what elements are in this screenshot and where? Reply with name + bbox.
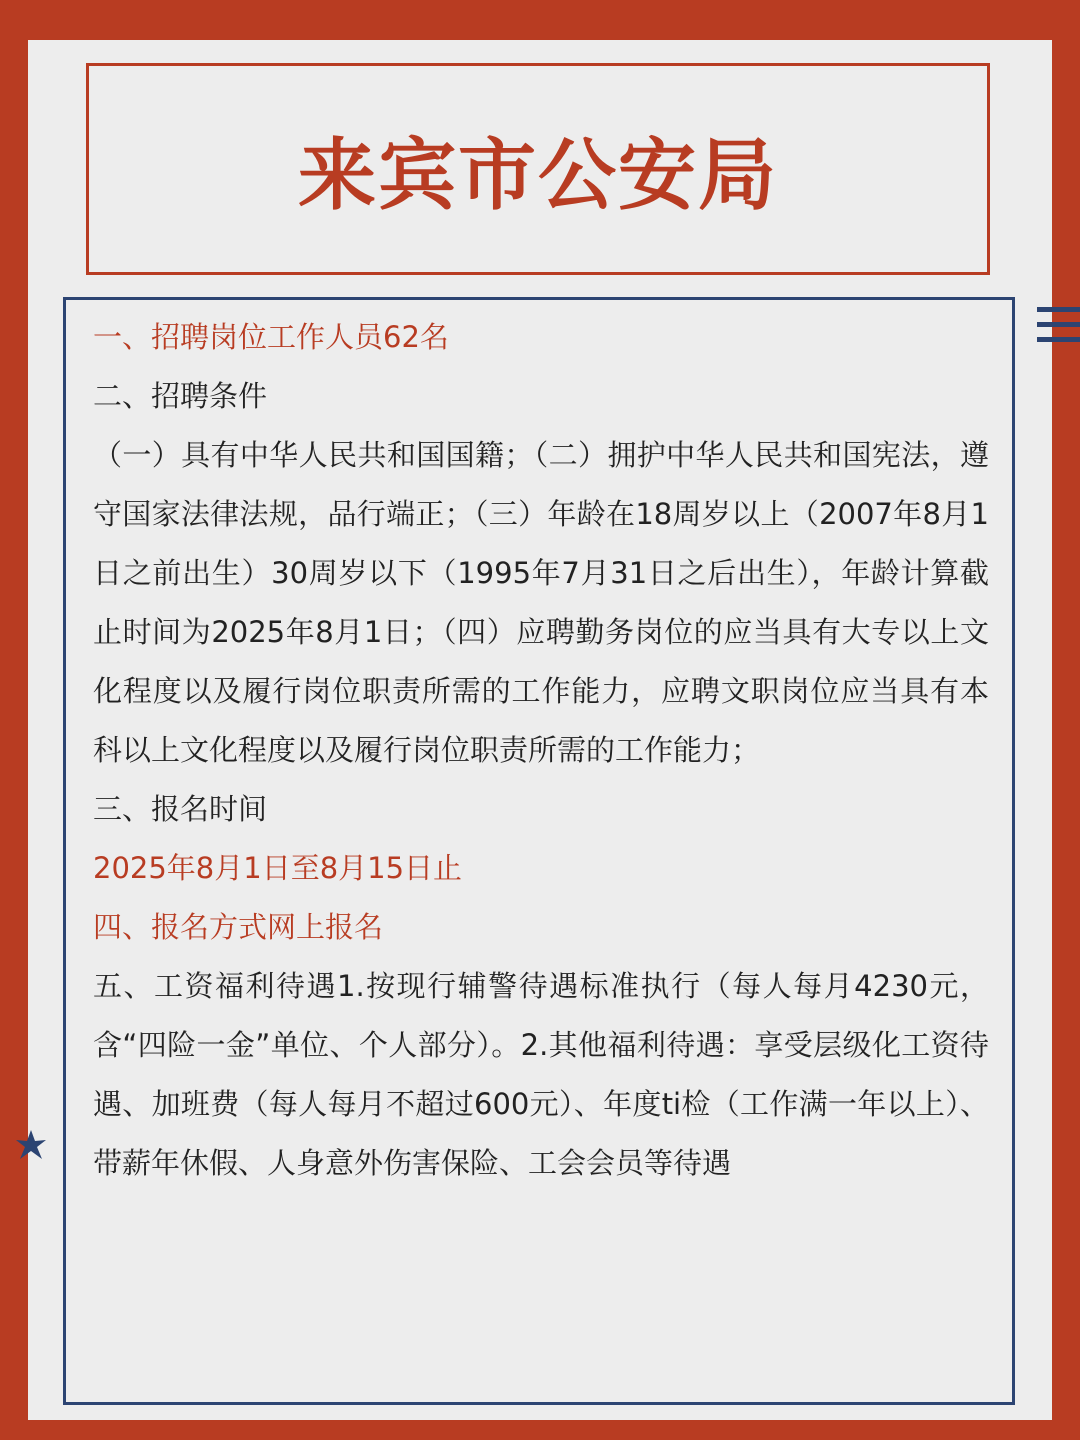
section-benefits-body: 五、工资福利待遇1.按现行辅警待遇标准执行（每人每月4230元，含“四险一金”单位、个人部分）。2.其他福利待遇：享受层级化工资待遇、加班费（每人每月不超过600元）、年度ti检（工作满一年以上）、带薪年休假、人身意外伤害保险、工会会员等待遇 <box>93 969 989 1180</box>
menu-lines-icon <box>1037 307 1080 343</box>
recruitment-content <box>93 308 989 1193</box>
star-icon <box>14 1128 48 1162</box>
section-method: 四、报名方式网上报名 <box>93 910 384 944</box>
section-conditions-heading: 二、招聘条件 <box>93 379 268 413</box>
section-positions: 一、招聘岗位工作人员62名 <box>93 320 449 354</box>
section-conditions-body: （一）具有中华人民共和国国籍；（二）拥护中华人民共和国宪法，遵守国家法律法规，品行端正；（三）年龄在18周岁以上（2007年8月1日之前出生）30周岁以下（1995年7月31日之后出生），年龄计算截止时间为2025年8月1日；（四）应聘勤务岗位的应当具有大专以上文化程度以及履行岗位职责所需的工作能力，应聘文职岗位应当具有本科以上文化程度以及履行岗位职责所需的工作能力； <box>93 438 989 767</box>
page-title: 来宾市公安局 <box>297 131 778 221</box>
section-time-body: 2025年8月1日至8月15日止 <box>93 851 463 885</box>
title-frame <box>86 63 990 275</box>
section-time-heading: 三、报名时间 <box>93 792 268 826</box>
